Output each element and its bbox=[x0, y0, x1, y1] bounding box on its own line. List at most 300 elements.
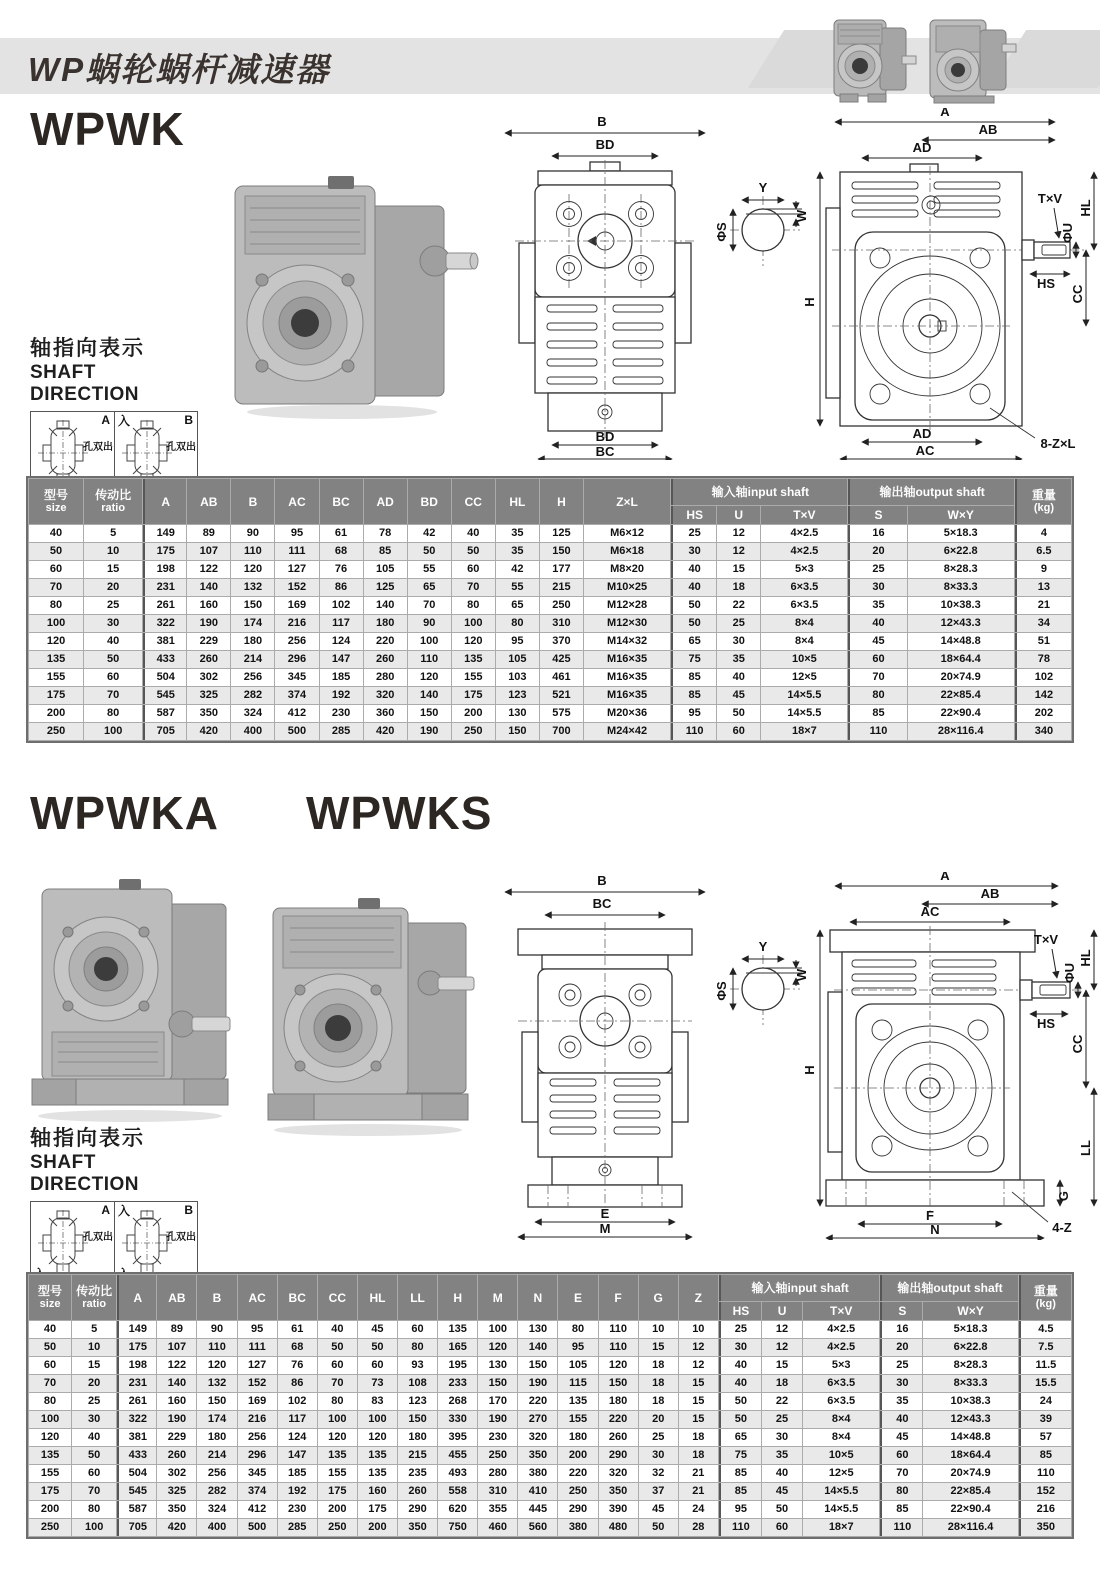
table-cell: 6×3.5 bbox=[803, 1375, 879, 1392]
dim-label: BC bbox=[595, 444, 615, 459]
table-cell: 355 bbox=[478, 1501, 517, 1518]
table-cell: 16 bbox=[880, 1321, 922, 1338]
table-cell: 280 bbox=[478, 1465, 517, 1482]
table-cell: 100 bbox=[478, 1321, 517, 1338]
col-header-dim: G bbox=[639, 1275, 678, 1320]
col-header-dim: B bbox=[231, 479, 274, 524]
table-cell: 14×5.5 bbox=[803, 1501, 879, 1518]
table-cell: 25 bbox=[72, 1393, 116, 1410]
table-cell: 107 bbox=[157, 1339, 196, 1356]
table-cell: 30 bbox=[639, 1447, 678, 1464]
table-cell: 14×5.5 bbox=[761, 705, 847, 722]
table-cell: 110 bbox=[1019, 1465, 1071, 1482]
table-cell: 12×43.3 bbox=[908, 615, 1014, 632]
table-cell: 198 bbox=[117, 1357, 156, 1374]
table-cell: 250 bbox=[558, 1483, 597, 1500]
table-row bbox=[29, 1411, 1071, 1428]
table-cell: 122 bbox=[157, 1357, 196, 1374]
dim-label: AC bbox=[915, 443, 935, 458]
table-cell: 374 bbox=[238, 1483, 277, 1500]
table-cell: 504 bbox=[143, 669, 186, 686]
table-cell: 11.5 bbox=[1019, 1357, 1071, 1374]
table-cell: 18 bbox=[639, 1357, 678, 1374]
table-cell: 30 bbox=[848, 579, 906, 596]
table-cell: 123 bbox=[398, 1393, 437, 1410]
header-product-photo-2 bbox=[918, 8, 1018, 108]
table-cell: M10×25 bbox=[584, 579, 670, 596]
table-cell: 268 bbox=[438, 1393, 477, 1410]
table-cell: 200 bbox=[358, 1519, 397, 1536]
table-cell: 40 bbox=[29, 1321, 71, 1338]
table-cell: 115 bbox=[558, 1375, 597, 1392]
table-row bbox=[29, 543, 1071, 560]
table-cell: 127 bbox=[238, 1357, 277, 1374]
col-header-dim: BD bbox=[408, 479, 451, 524]
panel-b-label: B bbox=[184, 1203, 193, 1217]
table-cell: 14×5.5 bbox=[803, 1483, 879, 1500]
table-cell: 320 bbox=[364, 687, 407, 704]
table-cell: 260 bbox=[364, 651, 407, 668]
table-cell: 575 bbox=[540, 705, 583, 722]
table-cell: M6×18 bbox=[584, 543, 670, 560]
table-cell: 30 bbox=[762, 1429, 802, 1446]
table-cell: 80 bbox=[318, 1393, 357, 1410]
table-cell: 85 bbox=[671, 669, 716, 686]
table-cell: 60 bbox=[848, 651, 906, 668]
table-cell: 120 bbox=[197, 1357, 236, 1374]
table-cell: 4 bbox=[1015, 525, 1071, 542]
table-cell: 45 bbox=[358, 1321, 397, 1338]
table-cell: 190 bbox=[518, 1375, 557, 1392]
table-cell: 60 bbox=[358, 1357, 397, 1374]
table-cell: 18 bbox=[639, 1393, 678, 1410]
col-header-txv: T×V bbox=[803, 1302, 879, 1320]
table-cell: 100 bbox=[452, 615, 495, 632]
table-cell: 412 bbox=[238, 1501, 277, 1518]
table-cell: 198 bbox=[143, 561, 186, 578]
table-cell: 65 bbox=[496, 597, 539, 614]
col-header-weight: 重量 (kg) bbox=[1015, 479, 1071, 524]
table-cell: 135 bbox=[29, 651, 83, 668]
table-cell: 120 bbox=[599, 1357, 638, 1374]
table-cell: 40 bbox=[848, 615, 906, 632]
table-cell: 34 bbox=[1015, 615, 1071, 632]
table-cell: 150 bbox=[231, 597, 274, 614]
table-cell: 110 bbox=[599, 1321, 638, 1338]
table-cell: 108 bbox=[398, 1375, 437, 1392]
table-cell: 149 bbox=[143, 525, 186, 542]
table-cell: 296 bbox=[275, 651, 318, 668]
table-cell: 61 bbox=[320, 525, 363, 542]
table-cell: 229 bbox=[187, 633, 230, 650]
table-cell: 30 bbox=[72, 1411, 116, 1428]
table-cell: 20 bbox=[848, 543, 906, 560]
table-cell: 70 bbox=[318, 1375, 357, 1392]
table-cell: 350 bbox=[1019, 1519, 1071, 1536]
table-cell: 21 bbox=[1015, 597, 1071, 614]
table-cell: 200 bbox=[452, 705, 495, 722]
table-cell: 302 bbox=[187, 669, 230, 686]
col-header-hs: HS bbox=[671, 506, 716, 524]
table-cell: 95 bbox=[275, 525, 318, 542]
table-cell: 250 bbox=[29, 723, 83, 740]
table-cell: 14×48.8 bbox=[908, 633, 1014, 650]
dim-label: HS bbox=[1036, 276, 1056, 291]
table-cell: 340 bbox=[1015, 723, 1071, 740]
table-cell: 25 bbox=[880, 1357, 922, 1374]
table-cell: 147 bbox=[320, 651, 363, 668]
table-cell: 100 bbox=[72, 1519, 116, 1536]
table-cell: 381 bbox=[117, 1429, 156, 1446]
table-cell: 85 bbox=[1019, 1447, 1071, 1464]
table-row bbox=[29, 1321, 1071, 1338]
table-cell: 4×2.5 bbox=[803, 1339, 879, 1356]
table-cell: 8×33.3 bbox=[923, 1375, 1017, 1392]
table-cell: 231 bbox=[143, 579, 186, 596]
table-cell: 125 bbox=[540, 525, 583, 542]
col-header-dim: CC bbox=[452, 479, 495, 524]
table-cell: 250 bbox=[452, 723, 495, 740]
table-cell: 30 bbox=[671, 543, 716, 560]
table-cell: 40 bbox=[671, 561, 716, 578]
table-cell: 135 bbox=[318, 1447, 357, 1464]
shaft-direction-title-cn: 轴指向表示 bbox=[30, 1127, 145, 1150]
table-cell: 10×5 bbox=[803, 1447, 879, 1464]
table-cell: 390 bbox=[599, 1501, 638, 1518]
table-cell: 216 bbox=[1019, 1501, 1071, 1518]
table-cell: 185 bbox=[320, 669, 363, 686]
table-cell: 135 bbox=[29, 1447, 71, 1464]
table-cell: 135 bbox=[452, 651, 495, 668]
table-cell: 200 bbox=[318, 1501, 357, 1518]
table-cell: 10 bbox=[72, 1339, 116, 1356]
dim-label: HL bbox=[1078, 199, 1093, 217]
col-header-dim: AB bbox=[157, 1275, 196, 1320]
table-cell: 22 bbox=[762, 1393, 802, 1410]
table-cell: 380 bbox=[518, 1465, 557, 1482]
shaft-direction-panel-b bbox=[114, 1202, 197, 1282]
table-cell: 220 bbox=[518, 1393, 557, 1410]
dim-label: ΦU bbox=[1060, 222, 1075, 244]
table-cell: 620 bbox=[438, 1501, 477, 1518]
table-cell: 40 bbox=[318, 1321, 357, 1338]
table-cell: 45 bbox=[880, 1429, 922, 1446]
table-cell: 70 bbox=[452, 579, 495, 596]
table-cell: 420 bbox=[364, 723, 407, 740]
table-cell: 89 bbox=[157, 1321, 196, 1338]
table-cell: 110 bbox=[197, 1339, 236, 1356]
table-cell: 230 bbox=[320, 705, 363, 722]
table-row bbox=[29, 651, 1071, 668]
col-header-dim: H bbox=[438, 1275, 477, 1320]
table-cell: 140 bbox=[408, 687, 451, 704]
table-cell: 4.5 bbox=[1019, 1321, 1071, 1338]
table-cell: 50 bbox=[29, 1339, 71, 1356]
table-cell: 8×33.3 bbox=[908, 579, 1014, 596]
table-cell: 5 bbox=[84, 525, 142, 542]
table-cell: 35 bbox=[496, 525, 539, 542]
table-cell: 100 bbox=[358, 1411, 397, 1428]
spec-table-1 bbox=[26, 476, 1074, 743]
dim-label: CC bbox=[1070, 284, 1085, 304]
table-cell: 215 bbox=[398, 1447, 437, 1464]
table-row bbox=[29, 1429, 1071, 1446]
table-cell: 5 bbox=[72, 1321, 116, 1338]
table-cell: 111 bbox=[238, 1339, 277, 1356]
table-cell: 60 bbox=[452, 561, 495, 578]
table-cell: 85 bbox=[719, 1465, 761, 1482]
table-cell: 60 bbox=[762, 1519, 802, 1536]
table-cell: 320 bbox=[599, 1465, 638, 1482]
table-cell: 105 bbox=[364, 561, 407, 578]
table-cell: 175 bbox=[358, 1501, 397, 1518]
col-header-dim: N bbox=[518, 1275, 557, 1320]
table-cell: 370 bbox=[540, 633, 583, 650]
table-cell: 90 bbox=[231, 525, 274, 542]
col-header-dim: HL bbox=[358, 1275, 397, 1320]
table-cell: 10 bbox=[679, 1321, 718, 1338]
table-cell: 50 bbox=[358, 1339, 397, 1356]
table-cell: 6×3.5 bbox=[761, 579, 847, 596]
table-cell: 30 bbox=[84, 615, 142, 632]
col-header-dim: BC bbox=[320, 479, 363, 524]
table-cell: 461 bbox=[540, 669, 583, 686]
table-row bbox=[29, 633, 1071, 650]
table-cell: 200 bbox=[558, 1447, 597, 1464]
table-cell: 560 bbox=[518, 1519, 557, 1536]
table-cell: 160 bbox=[358, 1483, 397, 1500]
table-cell: 12 bbox=[762, 1339, 802, 1356]
table-cell: 60 bbox=[84, 669, 142, 686]
table-cell: 160 bbox=[187, 597, 230, 614]
table-cell: 190 bbox=[187, 615, 230, 632]
table-row bbox=[29, 525, 1071, 542]
table-cell: 215 bbox=[540, 579, 583, 596]
table-cell: 282 bbox=[197, 1483, 236, 1500]
dim-label: W bbox=[794, 209, 809, 223]
table-cell: 18×7 bbox=[761, 723, 847, 740]
table-cell: 50 bbox=[719, 1411, 761, 1428]
col-header-dim: F bbox=[599, 1275, 638, 1320]
table-cell: 12 bbox=[762, 1321, 802, 1338]
dim-label: B bbox=[597, 873, 607, 888]
table-cell: 130 bbox=[518, 1321, 557, 1338]
table-cell: 6×22.8 bbox=[908, 543, 1014, 560]
wpwk-spec-table bbox=[26, 476, 1074, 743]
table-cell: 60 bbox=[72, 1465, 116, 1482]
table-cell: 324 bbox=[231, 705, 274, 722]
table-cell: 20 bbox=[639, 1411, 678, 1428]
table-cell: 175 bbox=[143, 543, 186, 560]
table-cell: 18 bbox=[679, 1429, 718, 1446]
table-cell: 175 bbox=[452, 687, 495, 704]
table-cell: 85 bbox=[364, 543, 407, 560]
table-cell: 100 bbox=[408, 633, 451, 650]
table-cell: 32 bbox=[639, 1465, 678, 1482]
table-cell: 61 bbox=[278, 1321, 317, 1338]
dim-label: AB bbox=[978, 122, 998, 137]
table-cell: 25 bbox=[639, 1429, 678, 1446]
panel-a-label: A bbox=[101, 1203, 110, 1217]
table-cell: 140 bbox=[364, 597, 407, 614]
table-cell: 433 bbox=[117, 1447, 156, 1464]
table-cell: 40 bbox=[72, 1429, 116, 1446]
dim-label: AD bbox=[912, 140, 932, 155]
table-cell: 76 bbox=[278, 1357, 317, 1374]
table-cell: 85 bbox=[848, 705, 906, 722]
col-group-input-shaft: 输入轴input shaft bbox=[671, 479, 847, 505]
table-cell: 50 bbox=[29, 543, 83, 560]
table-cell: 155 bbox=[29, 669, 83, 686]
table-cell: 50 bbox=[72, 1447, 116, 1464]
table-cell: 180 bbox=[197, 1429, 236, 1446]
table-cell: 40 bbox=[717, 669, 760, 686]
table-cell: 25 bbox=[719, 1321, 761, 1338]
table-cell: 155 bbox=[29, 1465, 71, 1482]
table-cell: 45 bbox=[762, 1483, 802, 1500]
shaft-direction-panel-a bbox=[31, 1202, 114, 1282]
table-cell: 220 bbox=[364, 633, 407, 650]
col-group-input-shaft: 输入轴input shaft bbox=[719, 1275, 879, 1301]
table-cell: 140 bbox=[187, 579, 230, 596]
table-cell: 4×2.5 bbox=[803, 1321, 879, 1338]
table-cell: 18×64.4 bbox=[908, 651, 1014, 668]
table-cell: 140 bbox=[157, 1375, 196, 1392]
table-cell: 124 bbox=[278, 1429, 317, 1446]
table-cell: 13 bbox=[1015, 579, 1071, 596]
table-cell: 50 bbox=[452, 543, 495, 560]
table-cell: 374 bbox=[275, 687, 318, 704]
col-header-u: U bbox=[762, 1302, 802, 1320]
table-cell: 50 bbox=[639, 1519, 678, 1536]
hole-note: 孔双出 bbox=[83, 1232, 113, 1243]
table-cell: 5×3 bbox=[803, 1357, 879, 1374]
table-cell: 73 bbox=[358, 1375, 397, 1392]
col-header-u: U bbox=[717, 506, 760, 524]
col-header-dim: AC bbox=[238, 1275, 277, 1320]
table-cell: 55 bbox=[496, 579, 539, 596]
table-cell: 150 bbox=[478, 1375, 517, 1392]
dim-label: M bbox=[599, 1221, 611, 1236]
table-cell: 410 bbox=[518, 1483, 557, 1500]
table-cell: M24×42 bbox=[584, 723, 670, 740]
table-cell: 45 bbox=[639, 1501, 678, 1518]
table-cell: 325 bbox=[157, 1483, 196, 1500]
table-cell: 325 bbox=[187, 687, 230, 704]
page-title: WP蜗轮蜗杆减速器 bbox=[28, 51, 331, 88]
table-cell: 110 bbox=[671, 723, 716, 740]
table-cell: 180 bbox=[364, 615, 407, 632]
table-cell: 705 bbox=[143, 723, 186, 740]
col-header-dim: A bbox=[143, 479, 186, 524]
table-cell: 105 bbox=[558, 1357, 597, 1374]
table-cell: 107 bbox=[187, 543, 230, 560]
col-header-weight: 重量 (kg) bbox=[1019, 1275, 1071, 1320]
table-cell: 412 bbox=[275, 705, 318, 722]
hole-note: 孔双出 bbox=[166, 442, 196, 453]
table-cell: 175 bbox=[318, 1483, 357, 1500]
table-cell: 155 bbox=[452, 669, 495, 686]
table-cell: M16×35 bbox=[584, 651, 670, 668]
table-cell: 280 bbox=[364, 669, 407, 686]
table-cell: 110 bbox=[231, 543, 274, 560]
table-cell: 10×38.3 bbox=[908, 597, 1014, 614]
table-cell: 8×4 bbox=[761, 633, 847, 650]
table-cell: 285 bbox=[320, 723, 363, 740]
table-cell: 60 bbox=[318, 1357, 357, 1374]
table-cell: 86 bbox=[320, 579, 363, 596]
table-cell: 345 bbox=[275, 669, 318, 686]
table-cell: 150 bbox=[398, 1411, 437, 1428]
dim-label: W bbox=[794, 968, 809, 982]
table-cell: 100 bbox=[29, 1411, 71, 1428]
table-cell: 20×74.9 bbox=[908, 669, 1014, 686]
table-cell: 68 bbox=[320, 543, 363, 560]
table-cell: 12 bbox=[717, 525, 760, 542]
table-cell: 177 bbox=[540, 561, 583, 578]
table-cell: 78 bbox=[364, 525, 407, 542]
table-cell: 132 bbox=[231, 579, 274, 596]
table-cell: 4×2.5 bbox=[761, 525, 847, 542]
dim-label: AC bbox=[920, 904, 940, 919]
table-cell: 75 bbox=[671, 651, 716, 668]
dim-label: T×V bbox=[1033, 932, 1059, 947]
table-cell: 95 bbox=[496, 633, 539, 650]
table-row bbox=[29, 561, 1071, 578]
table-cell: 4×2.5 bbox=[761, 543, 847, 560]
table-cell: 400 bbox=[197, 1519, 236, 1536]
table-cell: 521 bbox=[540, 687, 583, 704]
table-cell: 190 bbox=[157, 1411, 196, 1428]
table-cell: 45 bbox=[848, 633, 906, 650]
table-cell: 230 bbox=[278, 1501, 317, 1518]
table-cell: M16×35 bbox=[584, 669, 670, 686]
col-header-dim: HL bbox=[496, 479, 539, 524]
table-cell: 700 bbox=[540, 723, 583, 740]
table-cell: 260 bbox=[157, 1447, 196, 1464]
wpwka-wpwks-spec-table bbox=[26, 1272, 1074, 1539]
table-cell: 12×43.3 bbox=[923, 1411, 1017, 1428]
table-cell: 350 bbox=[599, 1483, 638, 1500]
table-cell: 40 bbox=[880, 1411, 922, 1428]
table-cell: 45 bbox=[717, 687, 760, 704]
table-cell: 35 bbox=[717, 651, 760, 668]
col-header-ratio: 传动比 ratio bbox=[84, 479, 142, 524]
table-cell: 25 bbox=[84, 597, 142, 614]
table-cell: M16×35 bbox=[584, 687, 670, 704]
table-row bbox=[29, 705, 1071, 722]
table-cell: 322 bbox=[143, 615, 186, 632]
table-row bbox=[29, 723, 1071, 740]
table-cell: 15 bbox=[72, 1357, 116, 1374]
table-cell: 30 bbox=[719, 1339, 761, 1356]
table-cell: 12×5 bbox=[803, 1465, 879, 1482]
table-cell: 214 bbox=[231, 651, 274, 668]
table-cell: 6×3.5 bbox=[761, 597, 847, 614]
product-photo-wpwks bbox=[258, 888, 484, 1136]
col-header-dim: CC bbox=[318, 1275, 357, 1320]
table-cell: 15 bbox=[762, 1357, 802, 1374]
table-cell: 250 bbox=[540, 597, 583, 614]
table-cell: 20 bbox=[880, 1339, 922, 1356]
table-cell: 70 bbox=[29, 579, 83, 596]
table-cell: 18 bbox=[717, 579, 760, 596]
table-cell: 117 bbox=[278, 1411, 317, 1428]
table-cell: 80 bbox=[29, 597, 83, 614]
table-cell: 545 bbox=[117, 1483, 156, 1500]
dim-label: A bbox=[940, 872, 950, 883]
table-cell: 381 bbox=[143, 633, 186, 650]
